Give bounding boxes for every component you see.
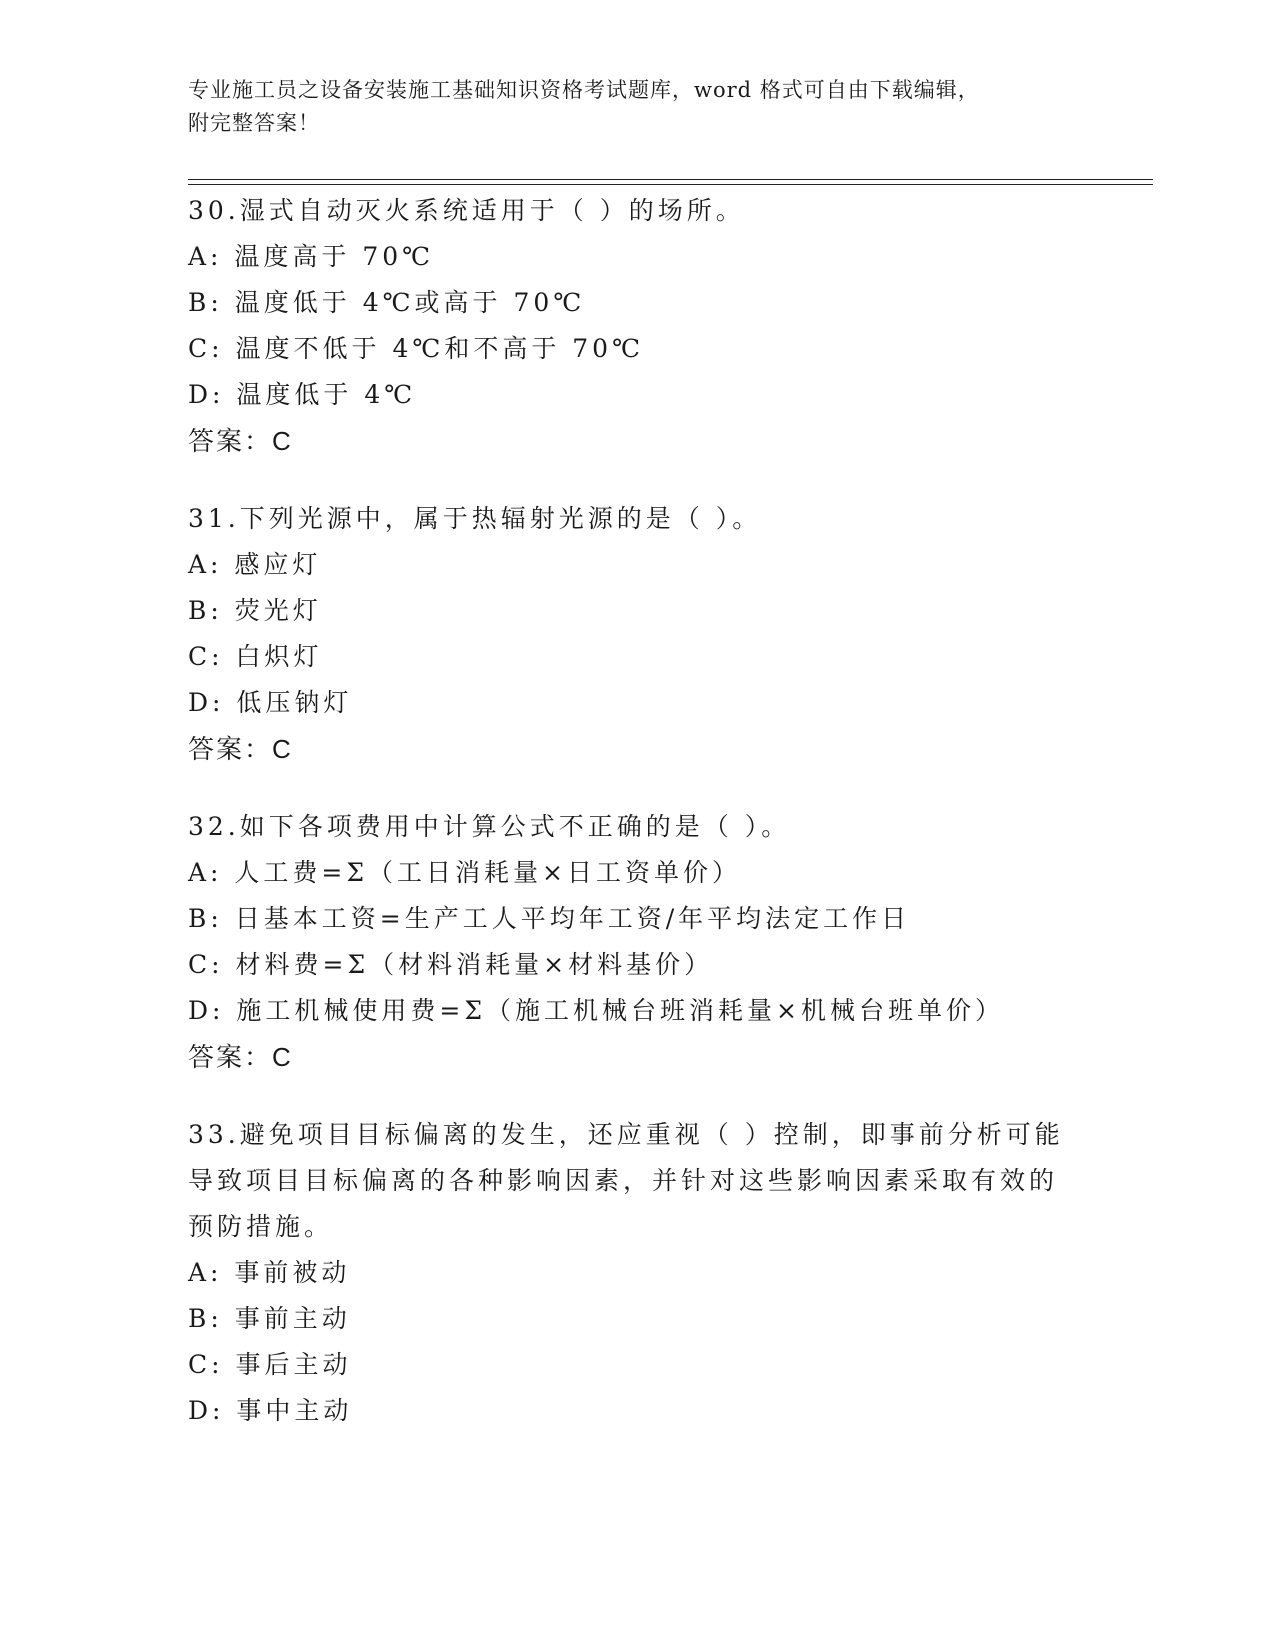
question-30 xyxy=(188,188,1088,464)
option-c: C: 材料费=Σ（材料消耗量×材料基价） xyxy=(188,950,714,979)
answer-text: 答案：C xyxy=(188,734,293,764)
answer-text: 答案：C xyxy=(188,426,293,456)
option-c: C: 事后主动 xyxy=(188,1350,352,1379)
header-divider-top xyxy=(188,179,1153,180)
option-c: C: 白炽灯 xyxy=(188,642,323,671)
option-b: B: 荧光灯 xyxy=(188,596,322,625)
question-stem: 30.湿式自动灭火系统适用于（ ）的场所。 xyxy=(188,196,745,225)
option-b: B: 事前主动 xyxy=(188,1304,351,1333)
question-stem: 33.避免项目目标偏离的发生，还应重视（ ）控制，即事前分析可能 导致项目目标偏离的各种影响因素，并针对这些影响因素采取有效的 预防措施。 xyxy=(188,1120,1064,1241)
option-b: B: 日基本工资=生产工人平均年工资/年平均法定工作日 xyxy=(188,904,911,933)
option-d: D: 事中主动 xyxy=(188,1396,353,1425)
option-c: C: 温度不低于 4℃和不高于 70℃ xyxy=(188,334,645,363)
option-b: B: 温度低于 4℃或高于 70℃ xyxy=(188,288,586,317)
option-d: D: 施工机械使用费=Σ（施工机械台班消耗量×机械台班单价） xyxy=(188,996,1004,1025)
question-33 xyxy=(188,1112,1088,1434)
option-a: A: 事前被动 xyxy=(188,1258,351,1287)
question-32 xyxy=(188,804,1088,1080)
document-header: 专业施工员之设备安装施工基础知识资格考试题库，word 格式可自由下载编辑， 附完整答案！ xyxy=(188,78,980,135)
option-a: A: 温度高于 70℃ xyxy=(188,242,435,271)
option-d: D: 温度低于 4℃ xyxy=(188,380,417,409)
question-list xyxy=(188,188,1088,1466)
question-stem: 31.下列光源中，属于热辐射光源的是（ ）。 xyxy=(188,504,762,533)
option-a: A: 人工费=Σ（工日消耗量×日工资单价） xyxy=(188,858,741,887)
option-d: D: 低压钠灯 xyxy=(188,688,353,717)
option-a: A: 感应灯 xyxy=(188,550,322,579)
header-divider-bottom xyxy=(188,184,1153,185)
answer-text: 答案：C xyxy=(188,1042,293,1072)
question-stem: 32.如下各项费用中计算公式不正确的是（ ）。 xyxy=(188,812,791,841)
question-31 xyxy=(188,496,1088,772)
